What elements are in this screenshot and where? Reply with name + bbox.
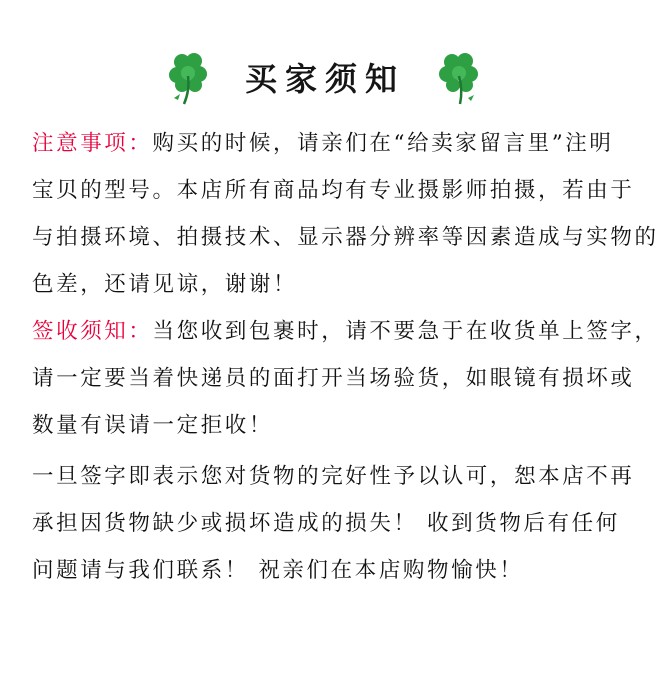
sign-line: 一旦签字即表示您对货物的完好性予以认可，恕本店不再 [32, 464, 635, 489]
notice-label: 注意事项： [32, 131, 153, 156]
notice-text: 购买的时候，请亲们在“给卖家留言里”注明 [152, 131, 614, 156]
sign-line: 承担因货物缺少或损坏造成的损失！ 收到货物后有任何 [32, 511, 620, 536]
notice-line: 色差，还请见谅，谢谢！ [32, 272, 298, 297]
notice-line [32, 122, 662, 165]
clover-icon [430, 48, 490, 108]
page-header [0, 48, 670, 108]
sign-line [32, 310, 662, 353]
notice-line: 宝贝的型号。本店所有商品均有专业摄影师拍摄，若由于 [32, 178, 635, 203]
sign-line: 请一定要当着快递员的面打开当场验货，如眼镜有损坏或 [32, 366, 635, 391]
clover-icon [160, 48, 220, 108]
notice-line: 与拍摄环境、拍摄技术、显示器分辨率等因素造成与实物的 [32, 225, 659, 250]
sign-line: 数量有误请一定拒收！ [32, 413, 274, 438]
page-title: 买家须知 [244, 60, 405, 98]
sign-text: 当您收到包裹时，请不要急于在收货单上签字， [152, 319, 659, 344]
sign-line: 问题请与我们联系！ 祝亲们在本店购物愉快！ [32, 558, 524, 583]
sign-label: 签收须知： [32, 319, 153, 344]
notice-body [32, 122, 662, 592]
